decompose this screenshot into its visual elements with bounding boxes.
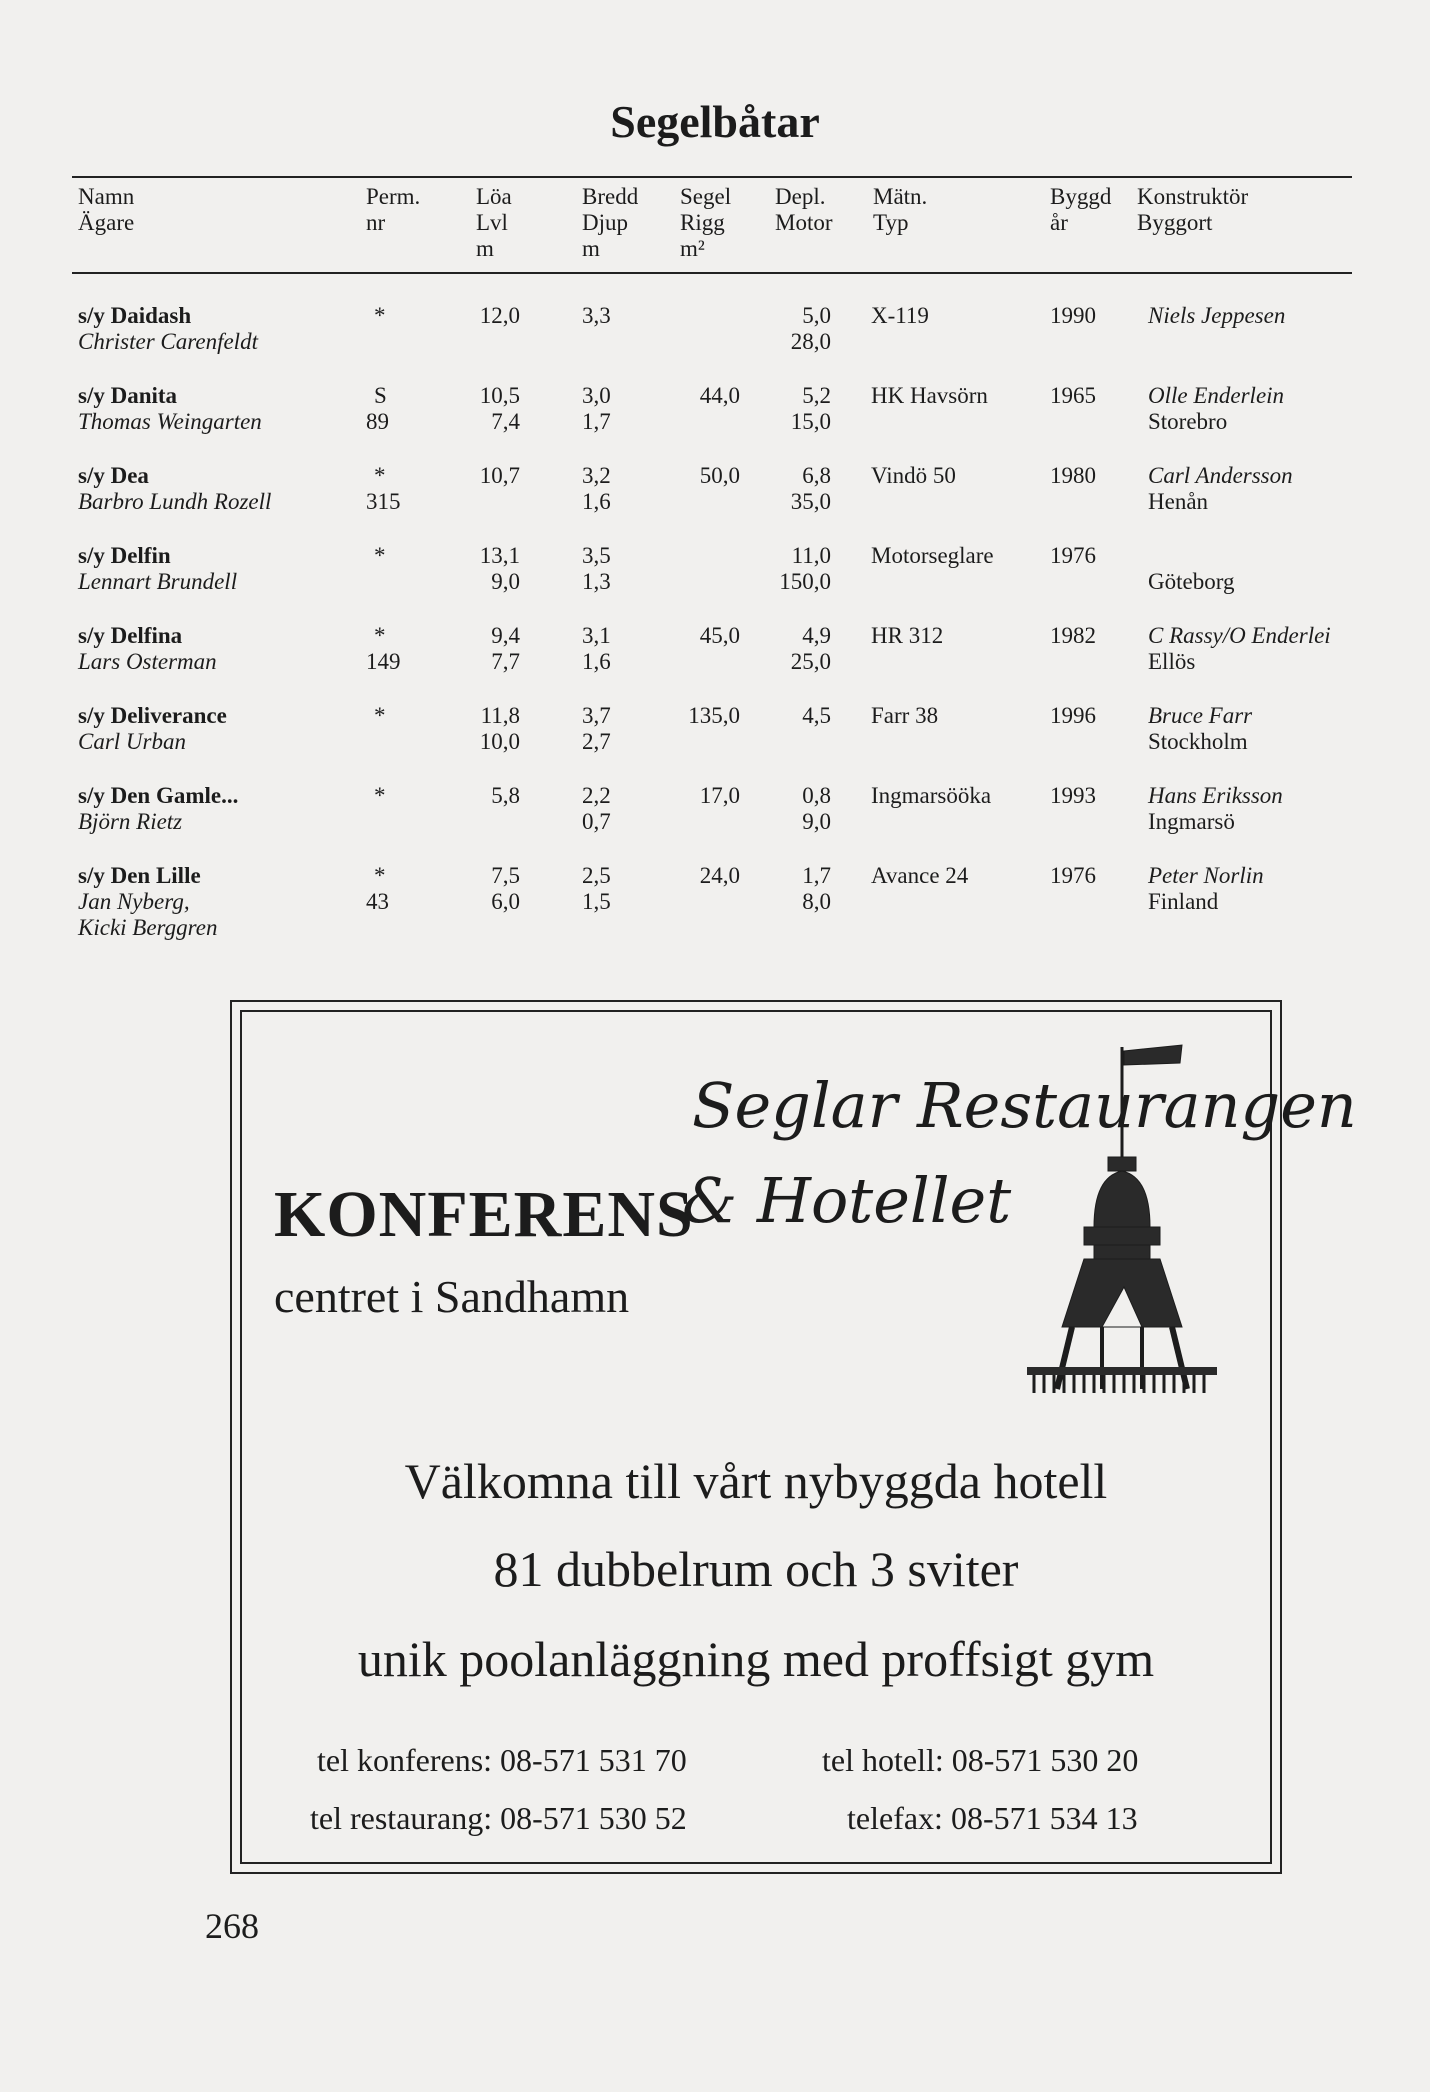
- cell-depl: 6,8: [802, 463, 831, 488]
- cell-nr: 149: [366, 649, 401, 674]
- cell-bredd: 3,3: [582, 303, 611, 328]
- cell-depl: 11,0: [791, 543, 831, 568]
- header-top-rule: [72, 176, 1352, 178]
- cell-perm: *: [374, 703, 386, 728]
- cell-lvl: 7,7: [491, 649, 520, 674]
- cell-konstruktor: Hans Eriksson: [1148, 783, 1283, 808]
- cell-djup: 1,7: [582, 409, 611, 434]
- cell-typ: HR 312: [871, 623, 944, 648]
- cell-name: s/y Delfin: [78, 543, 171, 568]
- svg-text:Seglar Restaurangen: Seglar Restaurangen: [692, 1069, 1357, 1142]
- cell-lvl: 7,4: [491, 409, 520, 434]
- cell-motor: 25,0: [790, 649, 831, 674]
- cell-byggort: Finland: [1148, 889, 1219, 914]
- header-segel: Segel: [680, 184, 732, 209]
- cell-byggort: Göteborg: [1148, 569, 1235, 594]
- cell-lvl: 6,0: [491, 889, 520, 914]
- cell-bredd: 2,2: [582, 783, 611, 808]
- cell-depl: 4,5: [802, 703, 831, 728]
- cell-name: s/y Dea: [78, 463, 149, 488]
- cell-year: 1982: [1050, 623, 1096, 648]
- cell-loa: 7,5: [491, 863, 520, 888]
- cell-loa: 13,1: [479, 543, 520, 568]
- cell-konstruktor: Bruce Farr: [1148, 703, 1253, 728]
- cell-typ: HK Havsörn: [871, 383, 988, 408]
- header-namn: Namn: [78, 184, 135, 209]
- header-djup: Djup: [582, 210, 628, 235]
- cell-konstruktor: Niels Jeppesen: [1148, 303, 1286, 328]
- cell-perm: *: [374, 783, 386, 808]
- cell-perm: *: [374, 543, 386, 568]
- cell-konstruktor: C Rassy/O Enderlei: [1148, 623, 1331, 648]
- cell-owner: Carl Urban: [78, 729, 186, 754]
- ad-line-pool: unik poolanläggning med proffsigt gym: [357, 1631, 1155, 1687]
- header-lvl: Lvl: [476, 210, 508, 235]
- header-loa: Löa: [476, 184, 512, 209]
- cell-year: 1980: [1050, 463, 1096, 488]
- cell-loa: 9,4: [491, 623, 520, 648]
- cell-depl: 4,9: [802, 623, 831, 648]
- cell-motor: 9,0: [802, 809, 831, 834]
- cell-segel: 50,0: [699, 463, 740, 488]
- cell-djup: 2,7: [582, 729, 611, 754]
- cell-motor: 150,0: [779, 569, 831, 594]
- cell-perm: *: [374, 463, 386, 488]
- cell-typ: Farr 38: [871, 703, 939, 728]
- ad-konferens: KONFERENS: [274, 1178, 694, 1251]
- cell-byggort: Ellös: [1148, 649, 1196, 674]
- cell-nr: 89: [366, 409, 389, 434]
- svg-text:& Hotellet: & Hotellet: [682, 1164, 1012, 1237]
- cell-year: 1976: [1050, 543, 1096, 568]
- cell-typ: X-119: [871, 303, 929, 328]
- header-matn: Mätn.: [873, 184, 928, 209]
- cell-depl: 5,0: [802, 303, 831, 328]
- cell-byggort: Henån: [1148, 489, 1209, 514]
- cell-djup: 1,3: [582, 569, 611, 594]
- cell-depl: 1,7: [802, 863, 831, 888]
- cell-name: s/y Delfina: [78, 623, 183, 648]
- cell-loa: 10,5: [479, 383, 520, 408]
- cell-lvl: 9,0: [491, 569, 520, 594]
- cell-byggort: Storebro: [1148, 409, 1228, 434]
- cell-owner: Barbro Lundh Rozell: [78, 489, 272, 514]
- cell-perm: *: [374, 863, 386, 888]
- ad-tel-hotell: tel hotell: 08-571 530 20: [822, 1742, 1139, 1778]
- header-ar: år: [1050, 210, 1068, 235]
- cell-segel: 45,0: [699, 623, 740, 648]
- cell-year: 1993: [1050, 783, 1096, 808]
- cell-segel: 44,0: [699, 383, 740, 408]
- cell-motor: 35,0: [790, 489, 831, 514]
- cell-segel: 17,0: [699, 783, 740, 808]
- cell-konstruktor: Carl Andersson: [1148, 463, 1293, 488]
- cell-nr: 43: [366, 889, 389, 914]
- header-loa-unit: m: [476, 236, 494, 261]
- cell-byggort: Ingmarsö: [1148, 809, 1235, 834]
- cell-bredd: 3,1: [582, 623, 611, 648]
- cell-depl: 0,8: [802, 783, 831, 808]
- cell-segel: 135,0: [688, 703, 740, 728]
- cell-motor: 15,0: [790, 409, 831, 434]
- header-agare: Ägare: [78, 210, 135, 235]
- header-byggd: Byggd: [1050, 184, 1112, 209]
- cell-typ: Avance 24: [871, 863, 969, 888]
- cell-owner2: Kicki Berggren: [78, 915, 218, 940]
- cell-djup: 1,5: [582, 889, 611, 914]
- cell-typ: Motorseglare: [871, 543, 994, 568]
- header-motor: Motor: [775, 210, 833, 235]
- cell-year: 1976: [1050, 863, 1096, 888]
- cell-name: s/y Deliverance: [78, 703, 227, 728]
- cell-depl: 5,2: [802, 383, 831, 408]
- cell-owner: Jan Nyberg,: [78, 889, 190, 914]
- cell-djup: 1,6: [582, 489, 611, 514]
- ad-tel-restaurang: tel restaurang: 08-571 530 52: [310, 1800, 687, 1836]
- ad-centret: centret i Sandhamn: [274, 1271, 630, 1322]
- cell-loa: 11,8: [480, 703, 520, 728]
- cell-name: s/y Den Lille: [78, 863, 201, 888]
- cell-owner: Lennart Brundell: [78, 569, 238, 594]
- ad-telefax: telefax: 08-571 534 13: [847, 1800, 1138, 1836]
- cell-typ: Ingmarsööka: [871, 783, 992, 808]
- ad-line-welcome: Välkomna till vårt nybyggda hotell: [404, 1453, 1108, 1509]
- cell-owner: Lars Osterman: [78, 649, 217, 674]
- header-segel-unit: m²: [680, 236, 705, 261]
- cell-year: 1990: [1050, 303, 1096, 328]
- header-byggort: Byggort: [1137, 210, 1213, 235]
- cell-loa: 5,8: [491, 783, 520, 808]
- cell-owner: Thomas Weingarten: [78, 409, 262, 434]
- header-perm: Perm.: [366, 184, 421, 209]
- cell-lvl: 10,0: [479, 729, 520, 754]
- cell-motor: 8,0: [802, 889, 831, 914]
- cell-bredd: 3,2: [582, 463, 611, 488]
- cell-konstruktor: Olle Enderlein: [1148, 383, 1285, 408]
- seglarrestaurangen-logo: [662, 1027, 1357, 1407]
- cell-djup: 0,7: [582, 809, 611, 834]
- header-bottom-rule: [72, 272, 1352, 274]
- cell-owner: Christer Carenfeldt: [78, 329, 258, 354]
- header-typ: Typ: [873, 210, 909, 235]
- cell-year: 1965: [1050, 383, 1096, 408]
- page-title: Segelbåtar: [610, 96, 820, 147]
- cell-name: s/y Den Gamle...: [78, 783, 239, 808]
- ad-tel-konferens: tel konferens: 08-571 531 70: [317, 1742, 687, 1778]
- page-number: 268: [205, 1906, 259, 1946]
- cell-konstruktor: Peter Norlin: [1148, 863, 1264, 888]
- cell-name: s/y Daidash: [78, 303, 192, 328]
- cell-perm: S: [374, 383, 387, 408]
- cell-perm: *: [374, 623, 386, 648]
- header-bredd-unit: m: [582, 236, 600, 261]
- cell-byggort: Stockholm: [1148, 729, 1248, 754]
- cell-name: s/y Danita: [78, 383, 178, 408]
- cell-year: 1996: [1050, 703, 1096, 728]
- cell-bredd: 3,7: [582, 703, 611, 728]
- cell-owner: Björn Rietz: [78, 809, 183, 834]
- cell-loa: 10,7: [479, 463, 520, 488]
- advertisement: [230, 1000, 1357, 1874]
- cell-typ: Vindö 50: [871, 463, 956, 488]
- header-depl: Depl.: [775, 184, 826, 209]
- header-nr: nr: [366, 210, 386, 235]
- cell-djup: 1,6: [582, 649, 611, 674]
- cell-motor: 28,0: [790, 329, 831, 354]
- cell-bredd: 3,5: [582, 543, 611, 568]
- cell-segel: 24,0: [699, 863, 740, 888]
- cell-loa: 12,0: [479, 303, 520, 328]
- cell-perm: *: [374, 303, 386, 328]
- header-bredd: Bredd: [582, 184, 639, 209]
- header-konstruktor: Konstruktör: [1137, 184, 1249, 209]
- ad-line-rooms: 81 dubbelrum och 3 sviter: [493, 1541, 1019, 1597]
- cell-nr: 315: [366, 489, 401, 514]
- cell-bredd: 3,0: [582, 383, 611, 408]
- header-rigg: Rigg: [680, 210, 725, 235]
- cell-bredd: 2,5: [582, 863, 611, 888]
